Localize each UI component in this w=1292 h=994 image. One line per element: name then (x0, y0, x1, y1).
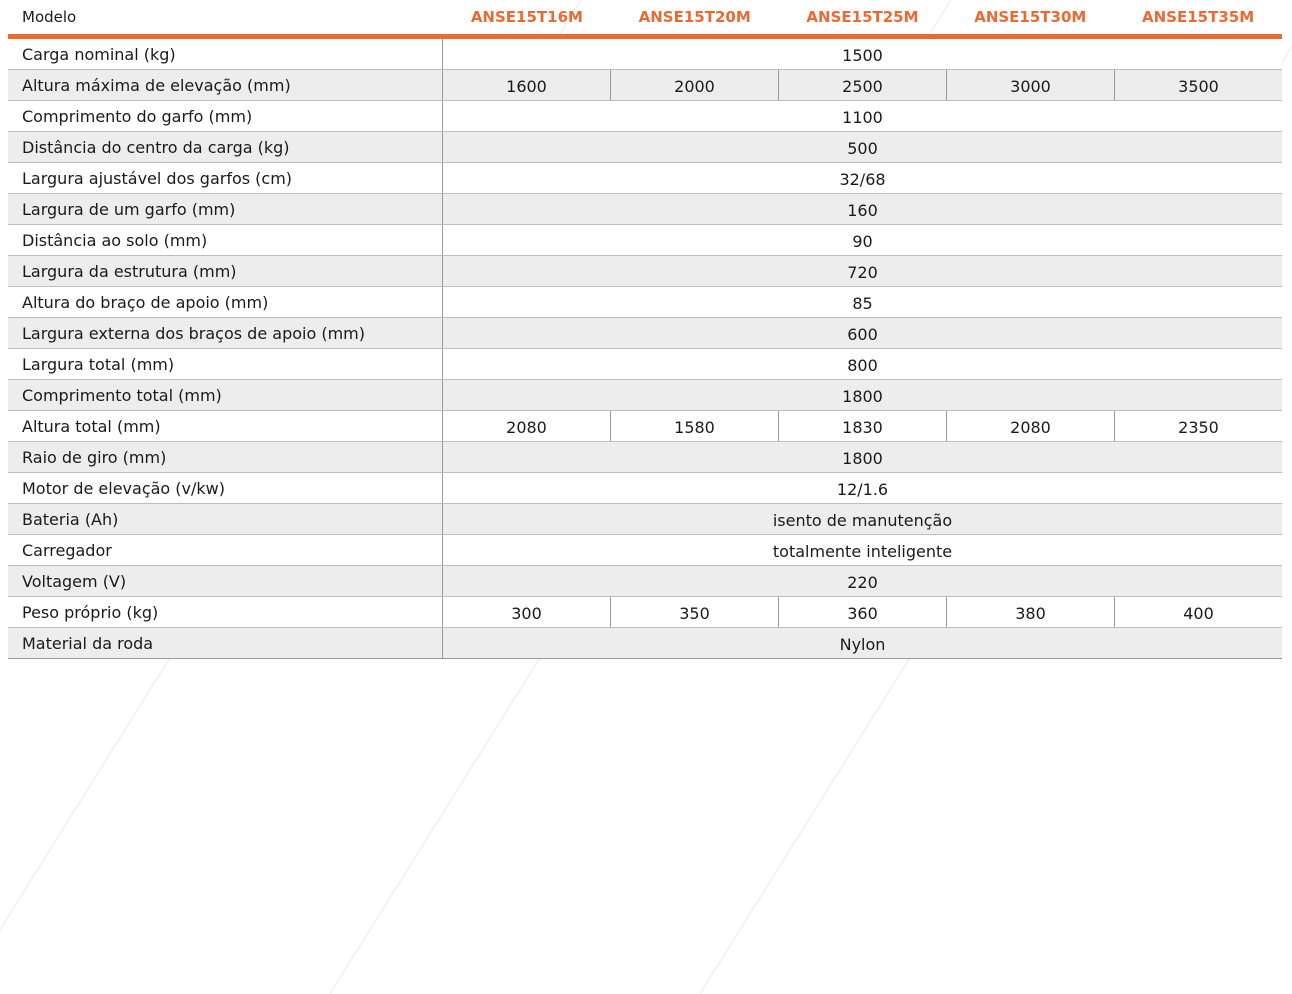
table-row (8, 287, 1282, 318)
spec-value-cell: 85 (852, 294, 873, 313)
spec-values (443, 39, 1282, 69)
spec-label: Altura do braço de apoio (mm) (8, 287, 443, 317)
table-row (8, 380, 1282, 411)
spec-label: Material da roda (8, 628, 443, 658)
spec-label: Altura total (mm) (8, 411, 443, 441)
spec-values (443, 163, 1282, 193)
spec-values (443, 132, 1282, 162)
spec-values (443, 628, 1282, 658)
spec-values (443, 442, 1282, 472)
spec-label: Altura máxima de elevação (mm) (8, 70, 443, 100)
spec-value-cell: 2500 (778, 70, 946, 100)
spec-value-cell: 2080 (946, 411, 1114, 441)
model-name-header: ANSE15T30M (974, 8, 1087, 26)
spec-values (443, 411, 1282, 441)
spec-value-cell: 12/1.6 (836, 480, 889, 499)
spec-value-cell: 350 (610, 597, 778, 627)
table-row (8, 442, 1282, 473)
table-row (8, 535, 1282, 566)
table-row (8, 194, 1282, 225)
spec-value-cell: 500 (847, 139, 878, 158)
table-row (8, 163, 1282, 194)
spec-value-cell: 90 (852, 232, 873, 251)
spec-value-cell: 1100 (842, 108, 883, 127)
spec-label: Motor de elevação (v/kw) (8, 473, 443, 503)
spec-value-cell: 1830 (778, 411, 946, 441)
spec-label: Largura ajustável dos garfos (cm) (8, 163, 443, 193)
table-row (8, 132, 1282, 163)
spec-label: Distância do centro da carga (kg) (8, 132, 443, 162)
spec-label: Peso próprio (kg) (8, 597, 443, 627)
model-name-header: ANSE15T16M (470, 8, 583, 26)
spec-label: Distância ao solo (mm) (8, 225, 443, 255)
spec-value-cell: totalmente inteligente (772, 542, 953, 561)
spec-value-cell: 800 (847, 356, 878, 375)
spec-value-cell: 160 (847, 201, 878, 220)
spec-values (443, 101, 1282, 131)
spec-label: Comprimento total (mm) (8, 380, 443, 410)
spec-values (443, 597, 1282, 627)
spec-value-cell: 720 (847, 263, 878, 282)
spec-values (443, 349, 1282, 379)
table-row (8, 101, 1282, 132)
spec-value-cell: 1600 (506, 77, 547, 96)
spec-label: Comprimento do garfo (mm) (8, 101, 443, 131)
spec-value-cell: isento de manutenção (772, 511, 953, 530)
spec-value-cell: 2000 (610, 70, 778, 100)
spec-value-cell: 300 (511, 604, 542, 623)
spec-value-cell: 220 (847, 573, 878, 592)
spec-values (443, 194, 1282, 224)
table-row (8, 349, 1282, 380)
spec-values (443, 535, 1282, 565)
spec-value-cell: 380 (946, 597, 1114, 627)
spec-values (443, 318, 1282, 348)
spec-value-cell: 1500 (842, 46, 883, 65)
model-header-label: Modelo (22, 8, 77, 26)
table-row (8, 628, 1282, 659)
table-row (8, 473, 1282, 504)
spec-values (443, 225, 1282, 255)
spec-values (443, 504, 1282, 534)
table-row (8, 256, 1282, 287)
table-row (8, 411, 1282, 442)
model-name-header: ANSE15T35M (1142, 8, 1255, 26)
spec-value-cell: 360 (778, 597, 946, 627)
spec-value-cell: 3000 (946, 70, 1114, 100)
spec-label: Largura da estrutura (mm) (8, 256, 443, 286)
table-row (8, 566, 1282, 597)
spec-value-cell: 1580 (610, 411, 778, 441)
spec-label: Carga nominal (kg) (8, 39, 443, 69)
spec-values (443, 256, 1282, 286)
spec-label: Largura de um garfo (mm) (8, 194, 443, 224)
spec-label: Raio de giro (mm) (8, 442, 443, 472)
model-name-header: ANSE15T25M (806, 8, 919, 26)
spec-value-cell: 1800 (842, 449, 883, 468)
table-header (8, 0, 1282, 39)
spec-label: Carregador (8, 535, 443, 565)
spec-value-cell: Nylon (839, 635, 886, 654)
spec-table (8, 39, 1282, 659)
spec-label: Largura externa dos braços de apoio (mm) (8, 318, 443, 348)
model-name-header: ANSE15T20M (638, 8, 751, 26)
spec-values (443, 473, 1282, 503)
spec-values (443, 566, 1282, 596)
spec-label: Voltagem (V) (8, 566, 443, 596)
spec-value-cell: 400 (1114, 597, 1282, 627)
table-row (8, 597, 1282, 628)
spec-value-cell: 2350 (1114, 411, 1282, 441)
spec-value-cell: 1800 (842, 387, 883, 406)
spec-value-cell: 32/68 (839, 170, 886, 189)
table-row (8, 504, 1282, 535)
spec-value-cell: 2080 (506, 418, 547, 437)
spec-values (443, 70, 1282, 100)
spec-label: Bateria (Ah) (8, 504, 443, 534)
table-row (8, 318, 1282, 349)
spec-value-cell: 600 (847, 325, 878, 344)
spec-values (443, 380, 1282, 410)
spec-values (443, 287, 1282, 317)
table-row (8, 70, 1282, 101)
table-row (8, 39, 1282, 70)
table-row (8, 225, 1282, 256)
spec-value-cell: 3500 (1114, 70, 1282, 100)
spec-label: Largura total (mm) (8, 349, 443, 379)
